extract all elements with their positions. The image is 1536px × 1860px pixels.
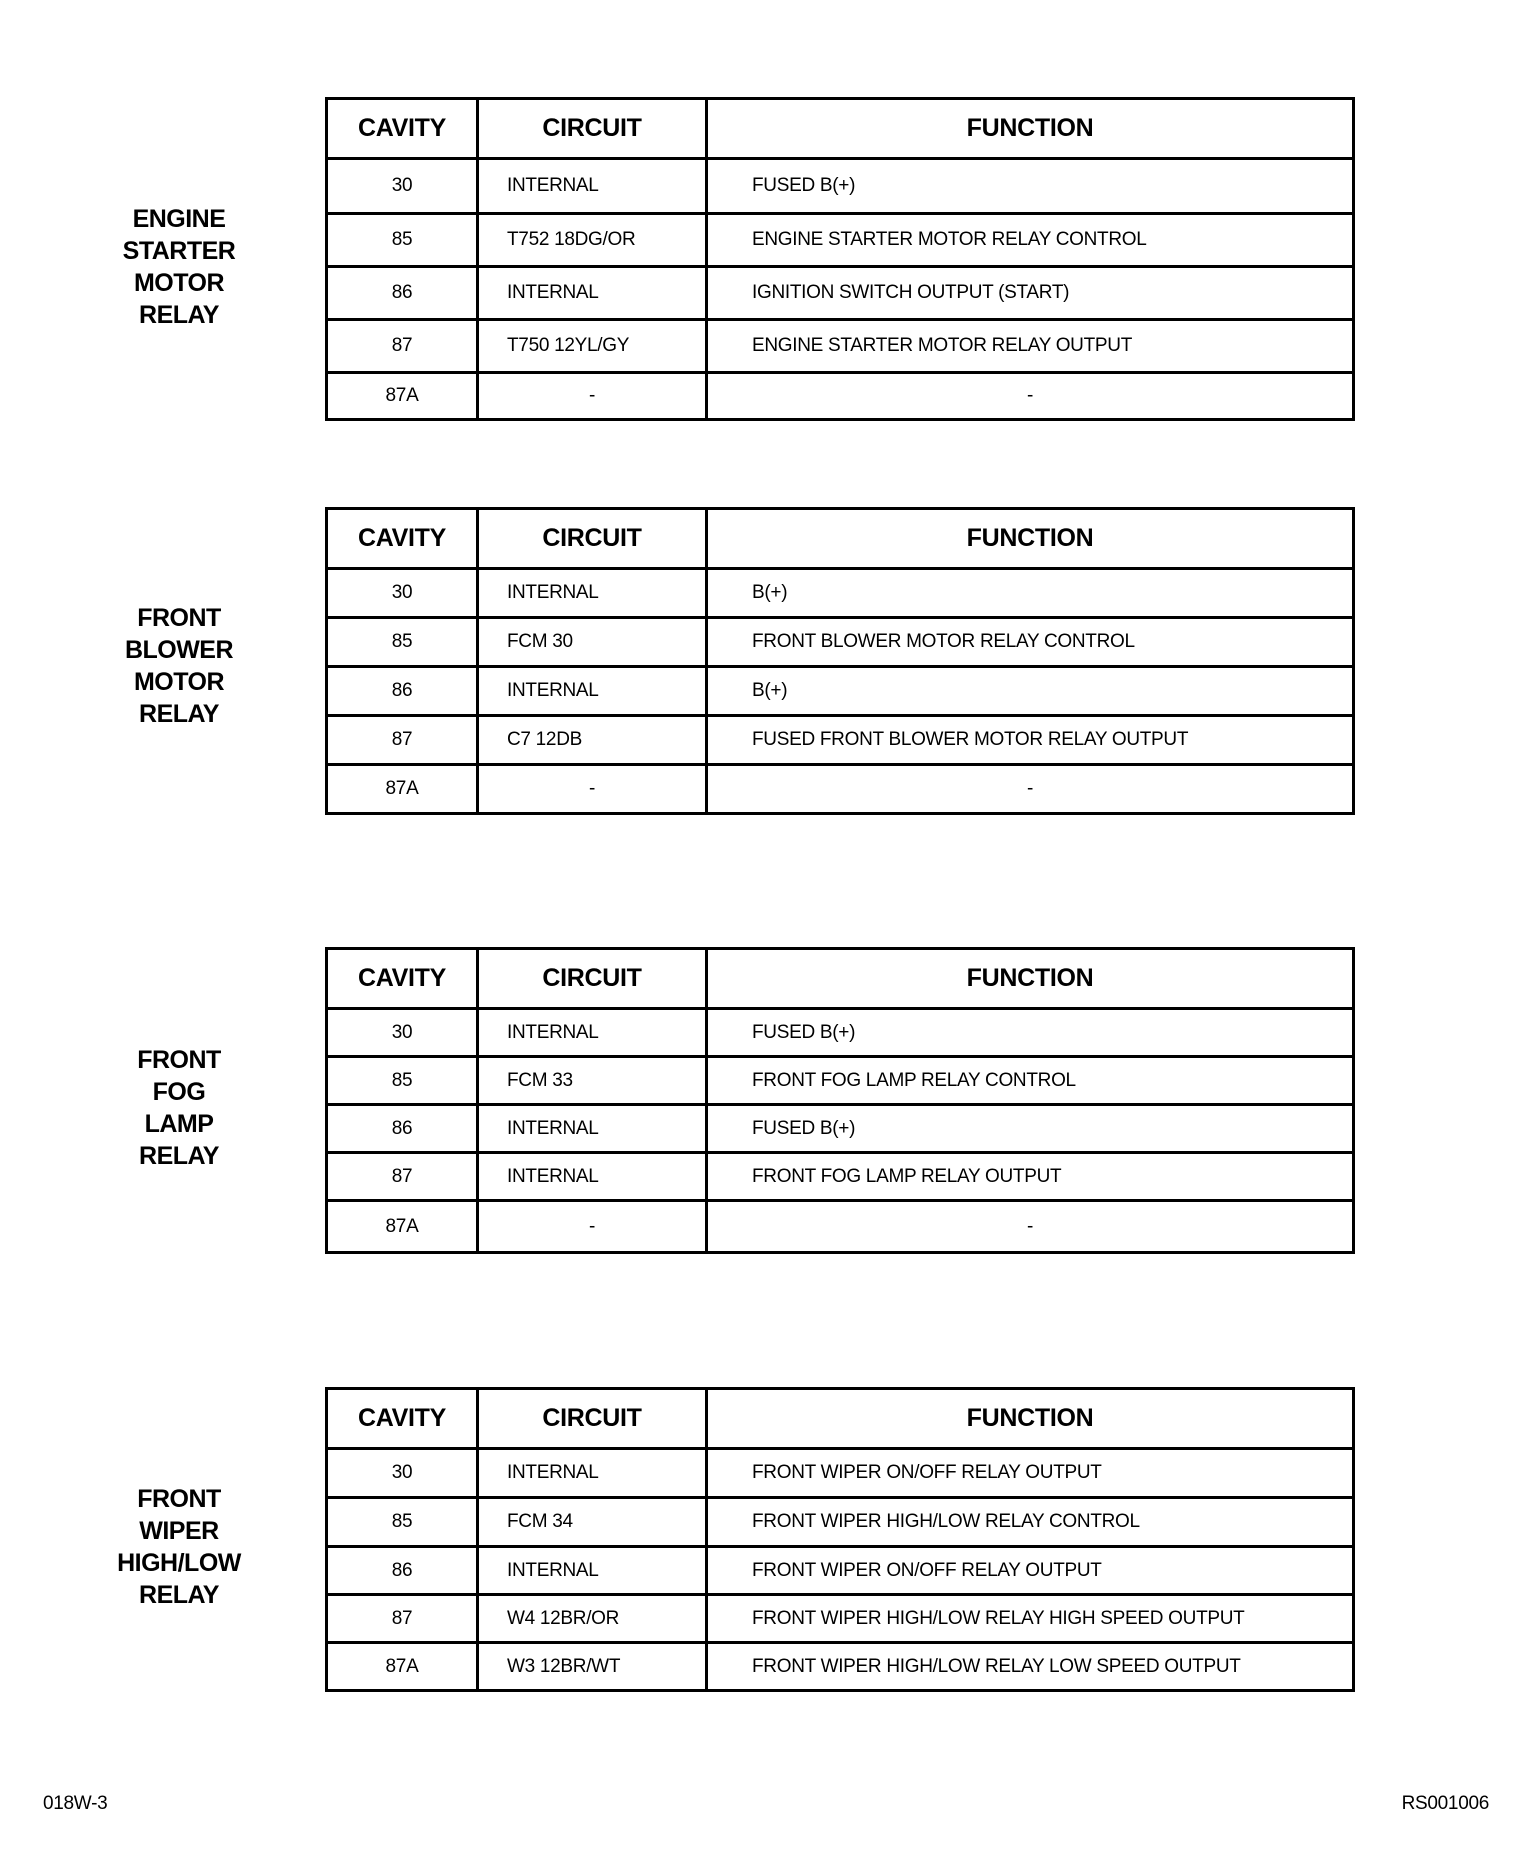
function-cell: FRONT WIPER HIGH/LOW RELAY CONTROL bbox=[707, 1498, 1354, 1547]
circuit-cell: FCM 34 bbox=[478, 1498, 707, 1547]
function-cell: B(+) bbox=[707, 569, 1354, 618]
cavity-cell: 87A bbox=[327, 1201, 478, 1253]
table-row bbox=[327, 1201, 1354, 1253]
cavity-cell: 30 bbox=[327, 1449, 478, 1498]
circuit-cell: INTERNAL bbox=[478, 267, 707, 320]
header-function: FUNCTION bbox=[707, 949, 1354, 1009]
cavity-cell: 85 bbox=[327, 618, 478, 667]
cavity-cell: 86 bbox=[327, 1105, 478, 1153]
relay-label: FRONT WIPER HIGH/LOW RELAY bbox=[117, 1485, 241, 1609]
table-row bbox=[327, 373, 1354, 420]
circuit-cell: - bbox=[478, 373, 707, 420]
relay-label: FRONT FOG LAMP RELAY bbox=[137, 1046, 221, 1170]
table-row bbox=[327, 1547, 1354, 1595]
function-cell: ENGINE STARTER MOTOR RELAY CONTROL bbox=[707, 214, 1354, 267]
function-cell: FUSED B(+) bbox=[707, 1009, 1354, 1057]
circuit-cell: INTERNAL bbox=[478, 1009, 707, 1057]
table-row bbox=[327, 765, 1354, 814]
table-row bbox=[327, 214, 1354, 267]
table-row bbox=[327, 1643, 1354, 1691]
circuit-cell: INTERNAL bbox=[478, 667, 707, 716]
table-row bbox=[327, 1498, 1354, 1547]
function-cell: FUSED B(+) bbox=[707, 1105, 1354, 1153]
header-cavity: CAVITY bbox=[327, 509, 478, 569]
figure-id-left: 018W-3 bbox=[43, 1793, 108, 1814]
circuit-cell: - bbox=[478, 765, 707, 814]
circuit-cell: T752 18DG/OR bbox=[478, 214, 707, 267]
function-cell: FRONT WIPER ON/OFF RELAY OUTPUT bbox=[707, 1449, 1354, 1498]
function-cell: FUSED FRONT BLOWER MOTOR RELAY OUTPUT bbox=[707, 716, 1354, 765]
header-circuit: CIRCUIT bbox=[478, 1389, 707, 1449]
circuit-cell: INTERNAL bbox=[478, 159, 707, 214]
header-circuit: CIRCUIT bbox=[478, 99, 707, 159]
cavity-cell: 87 bbox=[327, 1595, 478, 1643]
table-row bbox=[327, 716, 1354, 765]
relay-table-front-blower bbox=[325, 507, 1355, 815]
function-cell: - bbox=[707, 1201, 1354, 1253]
function-cell: B(+) bbox=[707, 667, 1354, 716]
relay-table-front-wiper bbox=[325, 1387, 1355, 1692]
header-circuit: CIRCUIT bbox=[478, 949, 707, 1009]
function-cell: FRONT WIPER ON/OFF RELAY OUTPUT bbox=[707, 1547, 1354, 1595]
function-cell: IGNITION SWITCH OUTPUT (START) bbox=[707, 267, 1354, 320]
table-header-row bbox=[327, 509, 1354, 569]
relay-label: ENGINE STARTER MOTOR RELAY bbox=[122, 205, 236, 329]
table-header-row bbox=[327, 949, 1354, 1009]
relay-table-front-fog-lamp bbox=[325, 947, 1355, 1254]
circuit-cell: FCM 30 bbox=[478, 618, 707, 667]
table-row bbox=[327, 267, 1354, 320]
function-cell: FRONT BLOWER MOTOR RELAY CONTROL bbox=[707, 618, 1354, 667]
cavity-cell: 85 bbox=[327, 1057, 478, 1105]
relay-table-engine-starter bbox=[325, 97, 1355, 421]
table-row bbox=[327, 618, 1354, 667]
header-function: FUNCTION bbox=[707, 99, 1354, 159]
function-cell: ENGINE STARTER MOTOR RELAY OUTPUT bbox=[707, 320, 1354, 373]
table-row bbox=[327, 1595, 1354, 1643]
cavity-cell: 86 bbox=[327, 667, 478, 716]
cavity-cell: 86 bbox=[327, 267, 478, 320]
header-function: FUNCTION bbox=[707, 509, 1354, 569]
circuit-cell: W4 12BR/OR bbox=[478, 1595, 707, 1643]
circuit-cell: INTERNAL bbox=[478, 1105, 707, 1153]
circuit-cell: W3 12BR/WT bbox=[478, 1643, 707, 1691]
circuit-cell: - bbox=[478, 1201, 707, 1253]
relay-label: FRONT BLOWER MOTOR RELAY bbox=[124, 604, 234, 728]
function-cell: FUSED B(+) bbox=[707, 159, 1354, 214]
table-row bbox=[327, 1449, 1354, 1498]
table-row bbox=[327, 569, 1354, 618]
header-cavity: CAVITY bbox=[327, 1389, 478, 1449]
cavity-cell: 87 bbox=[327, 1153, 478, 1201]
header-cavity: CAVITY bbox=[327, 949, 478, 1009]
cavity-cell: 86 bbox=[327, 1547, 478, 1595]
cavity-cell: 30 bbox=[327, 1009, 478, 1057]
function-cell: FRONT WIPER HIGH/LOW RELAY LOW SPEED OUTPUT bbox=[707, 1643, 1354, 1691]
table-row bbox=[327, 667, 1354, 716]
cavity-cell: 87 bbox=[327, 320, 478, 373]
table-header-row bbox=[327, 1389, 1354, 1449]
cavity-cell: 87 bbox=[327, 716, 478, 765]
table-row bbox=[327, 1105, 1354, 1153]
table-header-row bbox=[327, 99, 1354, 159]
function-cell: FRONT FOG LAMP RELAY CONTROL bbox=[707, 1057, 1354, 1105]
cavity-cell: 87A bbox=[327, 765, 478, 814]
header-circuit: CIRCUIT bbox=[478, 509, 707, 569]
circuit-cell: T750 12YL/GY bbox=[478, 320, 707, 373]
circuit-cell: INTERNAL bbox=[478, 1449, 707, 1498]
table-row bbox=[327, 1153, 1354, 1201]
circuit-cell: INTERNAL bbox=[478, 1547, 707, 1595]
table-row bbox=[327, 320, 1354, 373]
cavity-cell: 85 bbox=[327, 1498, 478, 1547]
table-row bbox=[327, 159, 1354, 214]
header-function: FUNCTION bbox=[707, 1389, 1354, 1449]
cavity-cell: 87A bbox=[327, 373, 478, 420]
function-cell: - bbox=[707, 373, 1354, 420]
figure-id-right: RS001006 bbox=[1401, 1793, 1489, 1814]
circuit-cell: INTERNAL bbox=[478, 1153, 707, 1201]
cavity-cell: 30 bbox=[327, 569, 478, 618]
table-row bbox=[327, 1009, 1354, 1057]
cavity-cell: 30 bbox=[327, 159, 478, 214]
function-cell: FRONT FOG LAMP RELAY OUTPUT bbox=[707, 1153, 1354, 1201]
header-cavity: CAVITY bbox=[327, 99, 478, 159]
circuit-cell: FCM 33 bbox=[478, 1057, 707, 1105]
circuit-cell: INTERNAL bbox=[478, 569, 707, 618]
cavity-cell: 87A bbox=[327, 1643, 478, 1691]
function-cell: FRONT WIPER HIGH/LOW RELAY HIGH SPEED OUTPUT bbox=[707, 1595, 1354, 1643]
cavity-cell: 85 bbox=[327, 214, 478, 267]
function-cell: - bbox=[707, 765, 1354, 814]
table-row bbox=[327, 1057, 1354, 1105]
circuit-cell: C7 12DB bbox=[478, 716, 707, 765]
